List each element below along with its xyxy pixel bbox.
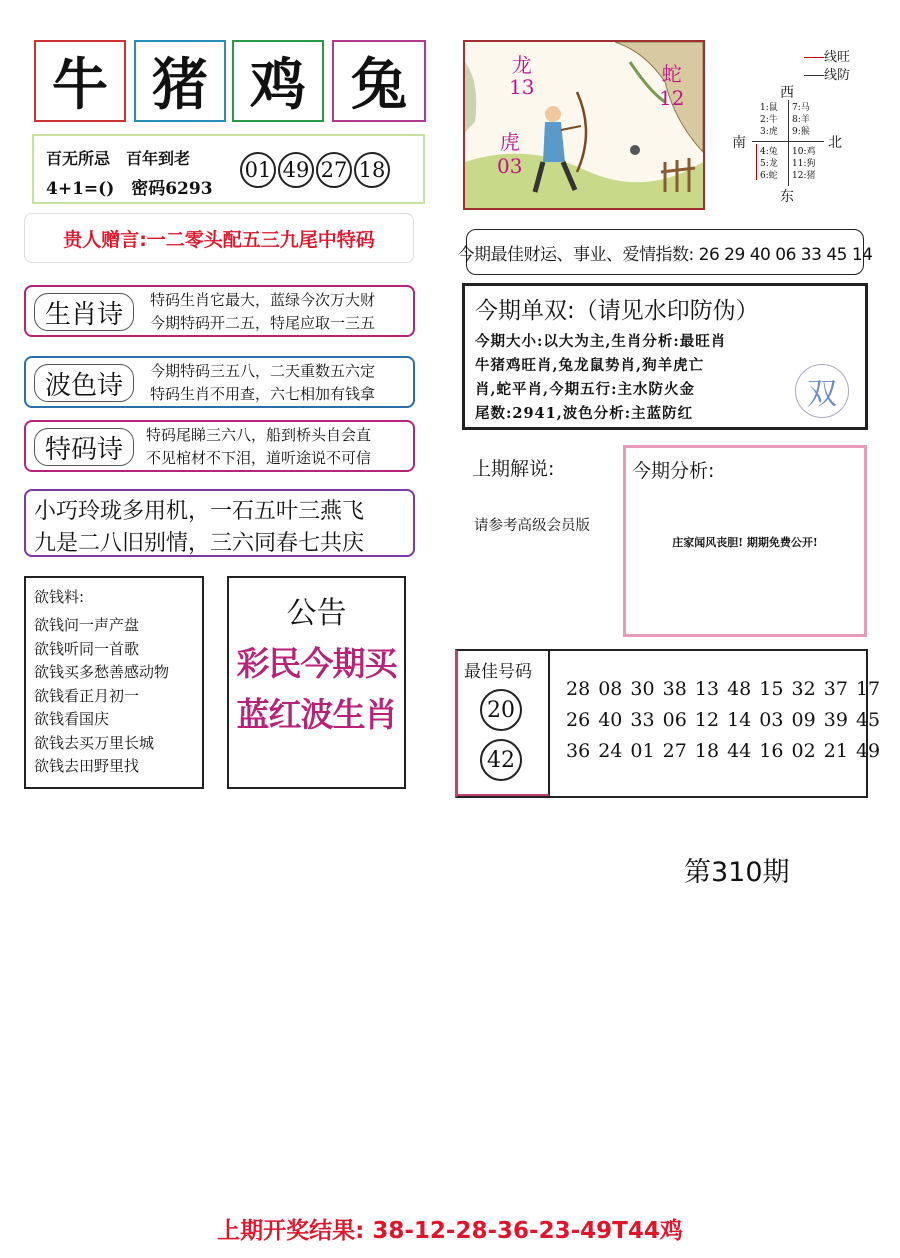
zodiac-char: 猪 [152,52,208,118]
info-line-1: 百无所忌 百年到老 [46,149,191,168]
poem-line: 特码尾睇三六八，船到桥头自会直 [146,426,372,444]
best-row: 36 24 01 27 18 44 16 02 21 49 [566,740,881,762]
analysis-title: 今期分析: [632,460,715,482]
zodiac-group-bl [760,146,778,182]
yuqian-title: 欲钱料: [34,588,85,606]
danshuang-title: 今期单双:（请见水印防伪） [475,298,759,324]
danshuang-line: 今期大小:以大为主,生肖分析:最旺肖 [475,333,727,350]
dir-east: 东 [780,189,794,205]
dir-west: 西 [780,85,794,101]
zodiac-char: 兔 [351,52,407,118]
poem-box-bose [24,356,415,408]
notice-line-2: 蓝红波生肖 [236,695,397,734]
list-item: 欲钱去买万里长城 [34,733,155,752]
riddle-line: 九是二八旧别情，三六同春七共庆 [34,531,365,556]
yuqian-box [24,576,204,789]
list-item: 欲钱买多愁善感动物 [34,663,170,681]
label-num: 12 [659,86,685,110]
zodiac-box-2 [134,40,226,122]
list-item: 欲钱问一声产盘 [34,616,140,634]
danshuang-line: 肖,蛇平肖,今期五行:主水防火金 [475,381,695,398]
danshuang-line: 尾数:2941,波色分析:主蓝防红 [475,405,694,422]
label-name: 龙 [511,53,532,77]
poem-line: 今期特码三五八，二天重数五六定 [150,362,376,380]
dir-north: 北 [828,135,842,151]
noble-text: 贵人赠言:一二零头配五三九尾中特码 [63,228,375,251]
list-item: 欲钱去田野里找 [34,757,140,775]
luck-index-text: 今期最佳财运、事业、爱情指数: 26 29 40 06 33 45 14 [457,244,873,265]
vline [788,100,789,186]
notice-box [227,576,406,789]
watermark-stamp: 双 [795,364,849,418]
zodiac-group-tr [792,102,810,138]
number-ball: 27 [316,152,352,188]
danshuang-lines [475,330,726,426]
dir-south: 南 [732,135,746,151]
poem-line: 特码生肖它最大，蓝绿今次万大财 [150,291,376,309]
zodiac-box-1 [34,40,126,122]
luck-index-box [457,229,873,275]
danshuang-box [462,283,868,430]
danshuang-line: 牛猪鸡旺肖,兔龙鼠势肖,狗羊虎亡 [475,357,705,374]
legend-fang [804,64,850,83]
poem-lines [150,289,375,335]
poem-lines [150,360,375,406]
legend-text: 线旺 [824,50,851,65]
zodiac-item: 6:蛇 [760,171,778,181]
zodiac-group-br [792,146,816,182]
pic-label-snake [659,62,684,110]
poem-box-shengxiao [24,285,415,337]
zodiac-item: 7:马 [792,103,810,113]
zodiac-group-tl [760,102,778,138]
zodiac-box-4 [332,40,426,122]
list-item: 欲钱看正月初一 [34,686,140,705]
label-num: 13 [509,75,535,99]
last-text: 请参考高级会员版 [474,518,590,534]
poem-box-tema [24,420,415,472]
issue-number: 第310期 [684,857,790,888]
zodiac-item: 9:猴 [792,127,810,137]
best-row: 26 40 33 06 12 14 03 09 39 45 [566,709,881,731]
zodiac-item: 12:猪 [792,171,816,181]
analysis-text: 庄家闻风丧胆! 期期免费公开! [672,536,818,549]
best-ball: 20 [480,689,522,731]
zodiac-char: 牛 [52,52,108,118]
zodiac-item: 10:鸡 [792,147,816,157]
legend-wang [804,46,850,65]
zodiac-item: 8:羊 [792,115,810,125]
yuqian-list [34,614,169,779]
number-ball: 49 [278,152,314,188]
label-name: 虎 [499,130,520,154]
analysis-box [623,445,867,637]
zodiac-box-3 [232,40,324,122]
zodiac-item: 4:兔 [760,147,778,157]
info-balls [240,152,392,188]
zodiac-item: 5:龙 [760,159,778,169]
label-num: 03 [497,154,523,178]
pic-label-dragon [509,54,534,98]
archer-picture [463,40,705,210]
noble-banner [24,213,414,263]
legend-text: 线防 [824,68,851,83]
info-box [32,134,425,204]
zodiac-item: 3:虎 [760,127,778,137]
label-name: 蛇 [661,62,682,86]
info-line-2: 4+1=() 密码6293 [46,179,213,199]
poem-title: 波色诗 [34,364,134,402]
poem-line: 今期特码开二五，特尾应取一三五 [150,314,376,332]
last-title: 上期解说: [472,458,555,480]
pic-label-tiger [497,130,522,178]
list-item: 欲钱看国庆 [34,710,110,728]
best-title: 最佳号码 [464,662,532,682]
number-ball: 01 [240,152,276,188]
notice-line-1: 彩民今期买 [236,644,397,683]
vline-red [756,144,757,180]
poem-line: 不见棺材不下泪，道听途说不可信 [146,449,372,467]
poem-lines [146,424,371,470]
poem-line: 特码生肖不用查，六七相加有钱拿 [150,385,376,403]
best-row: 28 08 30 38 13 48 15 32 37 17 [566,678,881,700]
riddle-line: 小巧玲珑多用机，一石五叶三燕飞 [34,499,365,524]
riddle-box [24,489,415,557]
zodiac-char: 鸡 [250,52,306,118]
poem-title: 特码诗 [34,428,134,466]
hline [752,141,824,142]
zodiac-item: 1:鼠 [760,103,778,113]
best-side [458,651,550,796]
compass-diagram [722,40,882,210]
list-item: 欲钱听同一首歌 [34,639,140,658]
last-result: 上期开奖结果: 38-12-28-36-23-49T44鸡 [217,1218,683,1244]
best-ball: 42 [480,739,522,781]
number-ball: 18 [354,152,390,188]
notice-title: 公告 [286,596,347,631]
zodiac-item: 11:狗 [792,159,816,169]
zodiac-item: 2:牛 [760,115,778,125]
poem-title: 生肖诗 [34,293,134,331]
